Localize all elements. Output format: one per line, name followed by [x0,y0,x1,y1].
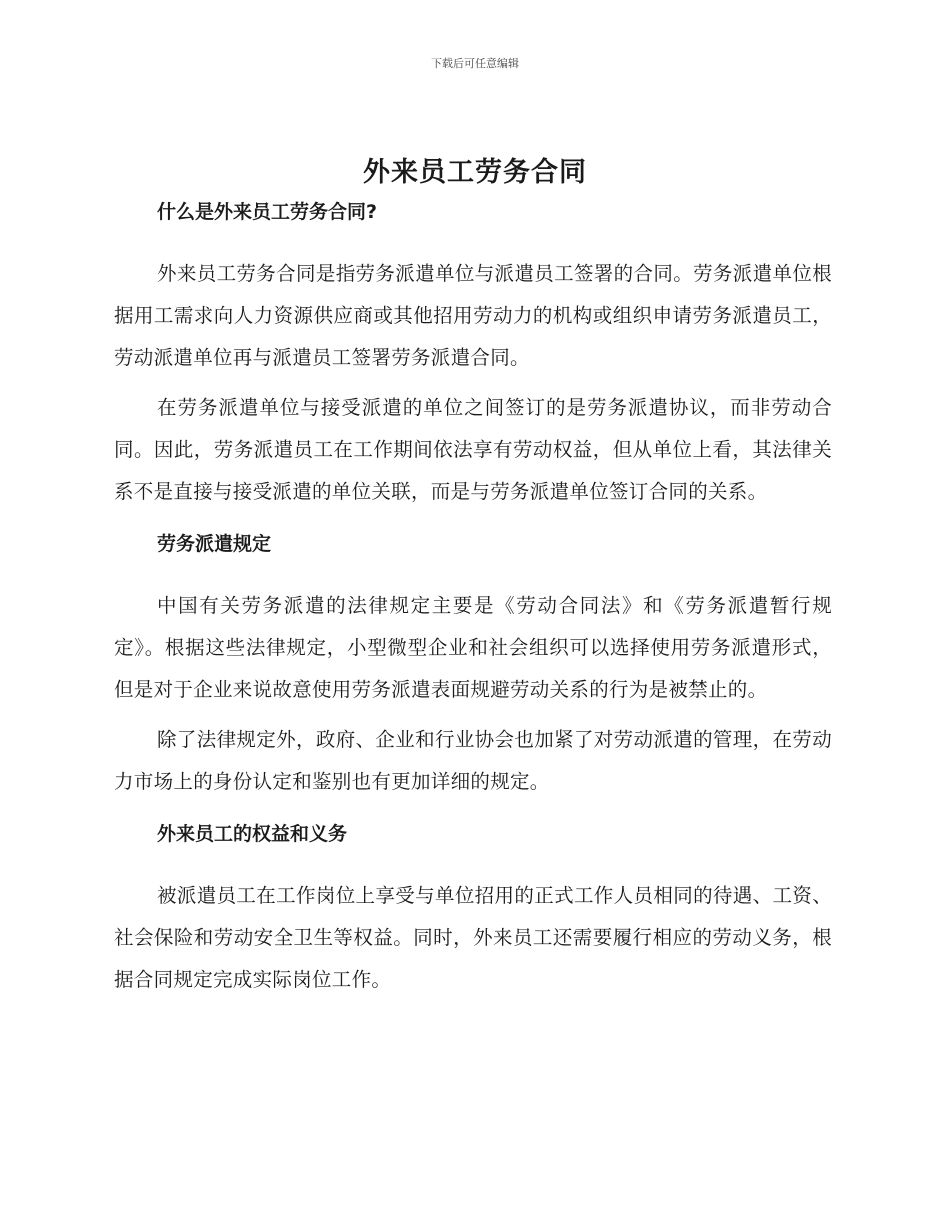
section-heading: 什么是外来员工劳务合同? [157,201,378,223]
document-body [114,195,832,1015]
paragraph: 在劳务派遣单位与接受派遣的单位之间签订的是劳务派遣协议，而非劳动合同。因此，劳务派遣员工在工作期间依法享有劳动权益，但从单位上看，其法律关系不是直接与接受派遣的单位关联，而是与劳务派遣单位签订合同的关系。 [114,396,832,503]
section-heading: 劳务派遣规定 [157,533,272,555]
section-rights-duties [114,817,832,1001]
section-dispatch-rules [114,527,832,803]
paragraph: 外来员工劳务合同是指劳务派遣单位与派遣员工签署的合同。劳务派遣单位根据用工需求向人力资源供应商或其他招用劳动力的机构或组织申请劳务派遣员工，劳动派遣单位再与派遣员工签署劳务派遣合同。 [114,262,832,369]
document-title: 外来员工劳务合同 [363,157,587,188]
section-heading: 外来员工的权益和义务 [157,823,348,845]
paragraph: 被派遣员工在工作岗位上享受与单位招用的正式工作人员相同的待遇、工资、社会保险和劳动安全卫生等权益。同时，外来员工还需要履行相应的劳动义务，根据合同规定完成实际岗位工作。 [114,884,832,991]
section-what-is-contract [114,195,832,513]
paragraph: 中国有关劳务派遣的法律规定主要是《劳动合同法》和《劳务派遣暂行规定》。根据这些法律规定，小型微型企业和社会组织可以选择使用劳务派遣形式，但是对于企业来说故意使用劳务派遣表面规避劳动关系的行为是被禁止的。 [114,594,832,701]
paragraph: 除了法律规定外，政府、企业和行业协会也加紧了对劳动派遣的管理，在劳动力市场上的身份认定和鉴别也有更加详细的规定。 [114,728,832,793]
header-note: 下载后可任意编辑 [431,57,519,70]
